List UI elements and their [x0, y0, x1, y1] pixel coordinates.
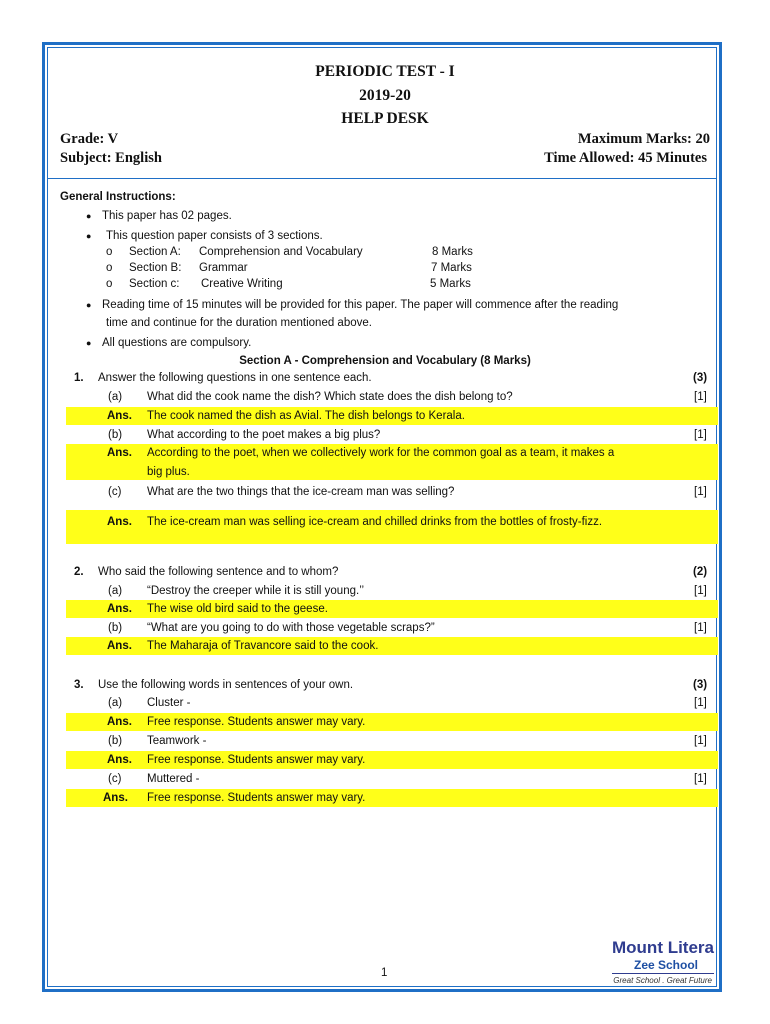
instruction-item: This question paper consists of 3 sections.: [106, 230, 323, 242]
section-name: Comprehension and Vocabulary: [199, 246, 363, 258]
section-label: Section A:: [129, 246, 181, 258]
instruction-item: Reading time of 15 minutes will be provided for this paper. The paper will commence after the reading: [102, 299, 619, 311]
part-marks: [1]: [694, 486, 707, 498]
part-question: What according to the poet makes a big plus?: [147, 429, 381, 441]
part-question: “Destroy the creeper while it is still young.’’: [147, 585, 365, 597]
bullet-icon: ●: [86, 211, 92, 221]
part-label: (a): [108, 391, 123, 403]
question-number: 2.: [74, 566, 84, 578]
answer-label: Ans.: [107, 447, 132, 459]
grade-label: Grade: V: [60, 131, 119, 147]
part-label: (c): [108, 773, 122, 785]
question-text: Use the following words in sentences of your own.: [98, 679, 354, 691]
answer-text: The wise old bird said to the geese.: [147, 603, 328, 615]
answer-label: Ans.: [107, 640, 132, 652]
bullet-icon: ●: [86, 338, 92, 348]
answer-label: Ans.: [103, 792, 128, 804]
page-number: 1: [381, 967, 388, 979]
time-allowed-label: Time Allowed: 45 Minutes: [544, 150, 707, 166]
instruction-item: time and continue for the duration mentioned above.: [106, 317, 372, 329]
section-marks: 7 Marks: [431, 262, 472, 274]
header-divider: [47, 178, 717, 179]
part-marks: [1]: [694, 429, 707, 441]
help-desk-title: HELP DESK: [341, 110, 429, 127]
instruction-item: This paper has 02 pages.: [102, 210, 232, 222]
part-label: (a): [108, 585, 123, 597]
part-marks: [1]: [694, 585, 707, 597]
section-marks: 5 Marks: [430, 278, 471, 290]
part-question: “What are you going to do with those vegetable scraps?”: [147, 622, 435, 634]
question-marks: (2): [693, 566, 708, 578]
max-marks-label: Maximum Marks: 20: [577, 131, 710, 147]
part-question: Muttered -: [147, 773, 200, 785]
answer-text: big plus.: [147, 466, 190, 478]
answer-text: Free response. Students answer may vary.: [147, 792, 366, 804]
academic-year: 2019-20: [359, 87, 411, 104]
answer-label: Ans.: [107, 516, 132, 528]
part-label: (b): [108, 622, 123, 634]
part-marks: [1]: [694, 697, 707, 709]
logo-divider: [612, 973, 714, 974]
question-marks: (3): [693, 679, 708, 691]
answer-text: The Maharaja of Travancore said to the cook.: [147, 640, 379, 652]
part-question: Cluster -: [147, 697, 191, 709]
instructions-heading: General Instructions:: [60, 191, 176, 203]
answer-text: The ice-cream man was selling ice-cream and chilled drinks from the bottles of frosty-fizz.: [147, 516, 603, 528]
section-label: Section c:: [129, 278, 180, 290]
answer-text: Free response. Students answer may vary.: [147, 754, 366, 766]
part-marks: [1]: [694, 391, 707, 403]
answer-text: The cook named the dish as Avial. The dish belongs to Kerala.: [147, 410, 465, 422]
school-logo-name: Mount Litera: [612, 938, 714, 957]
subject-label: Subject: English: [60, 150, 162, 166]
instruction-item: All questions are compulsory.: [102, 337, 252, 349]
section-bullet: o: [106, 246, 113, 258]
question-number: 3.: [74, 679, 84, 691]
question-text: Who said the following sentence and to whom?: [98, 566, 339, 578]
section-marks: 8 Marks: [432, 246, 473, 258]
school-logo-tagline: Great School . Great Future: [613, 976, 712, 985]
part-question: What are the two things that the ice-cream man was selling?: [147, 486, 455, 498]
part-marks: [1]: [694, 773, 707, 785]
question-number: 1.: [74, 372, 84, 384]
section-name: Creative Writing: [201, 278, 283, 290]
test-title: PERIODIC TEST - I: [315, 63, 455, 80]
answer-label: Ans.: [107, 716, 132, 728]
part-marks: [1]: [694, 622, 707, 634]
answer-label: Ans.: [107, 754, 132, 766]
bullet-icon: ●: [86, 231, 92, 241]
part-question: Teamwork -: [147, 735, 207, 747]
section-bullet: o: [106, 262, 113, 274]
section-bullet: o: [106, 278, 113, 290]
answer-label: Ans.: [107, 603, 132, 615]
part-label: (c): [108, 486, 122, 498]
section-name: Grammar: [199, 262, 248, 274]
school-logo-sub: Zee School: [633, 958, 698, 972]
answer-text: According to the poet, when we collectively work for the common goal as a team, it makes a: [147, 447, 615, 459]
question-marks: (3): [693, 372, 708, 384]
part-label: (b): [108, 429, 123, 441]
bullet-icon: ●: [86, 300, 92, 310]
part-question: What did the cook name the dish? Which state does the dish belong to?: [147, 391, 513, 403]
part-marks: [1]: [694, 735, 707, 747]
section-a-title: Section A - Comprehension and Vocabulary (8 Marks): [239, 355, 531, 367]
answer-label: Ans.: [107, 410, 132, 422]
answer-text: Free response. Students answer may vary.: [147, 716, 366, 728]
part-label: (b): [108, 735, 123, 747]
part-label: (a): [108, 697, 123, 709]
question-text: Answer the following questions in one sentence each.: [98, 372, 372, 384]
section-label: Section B:: [129, 262, 182, 274]
